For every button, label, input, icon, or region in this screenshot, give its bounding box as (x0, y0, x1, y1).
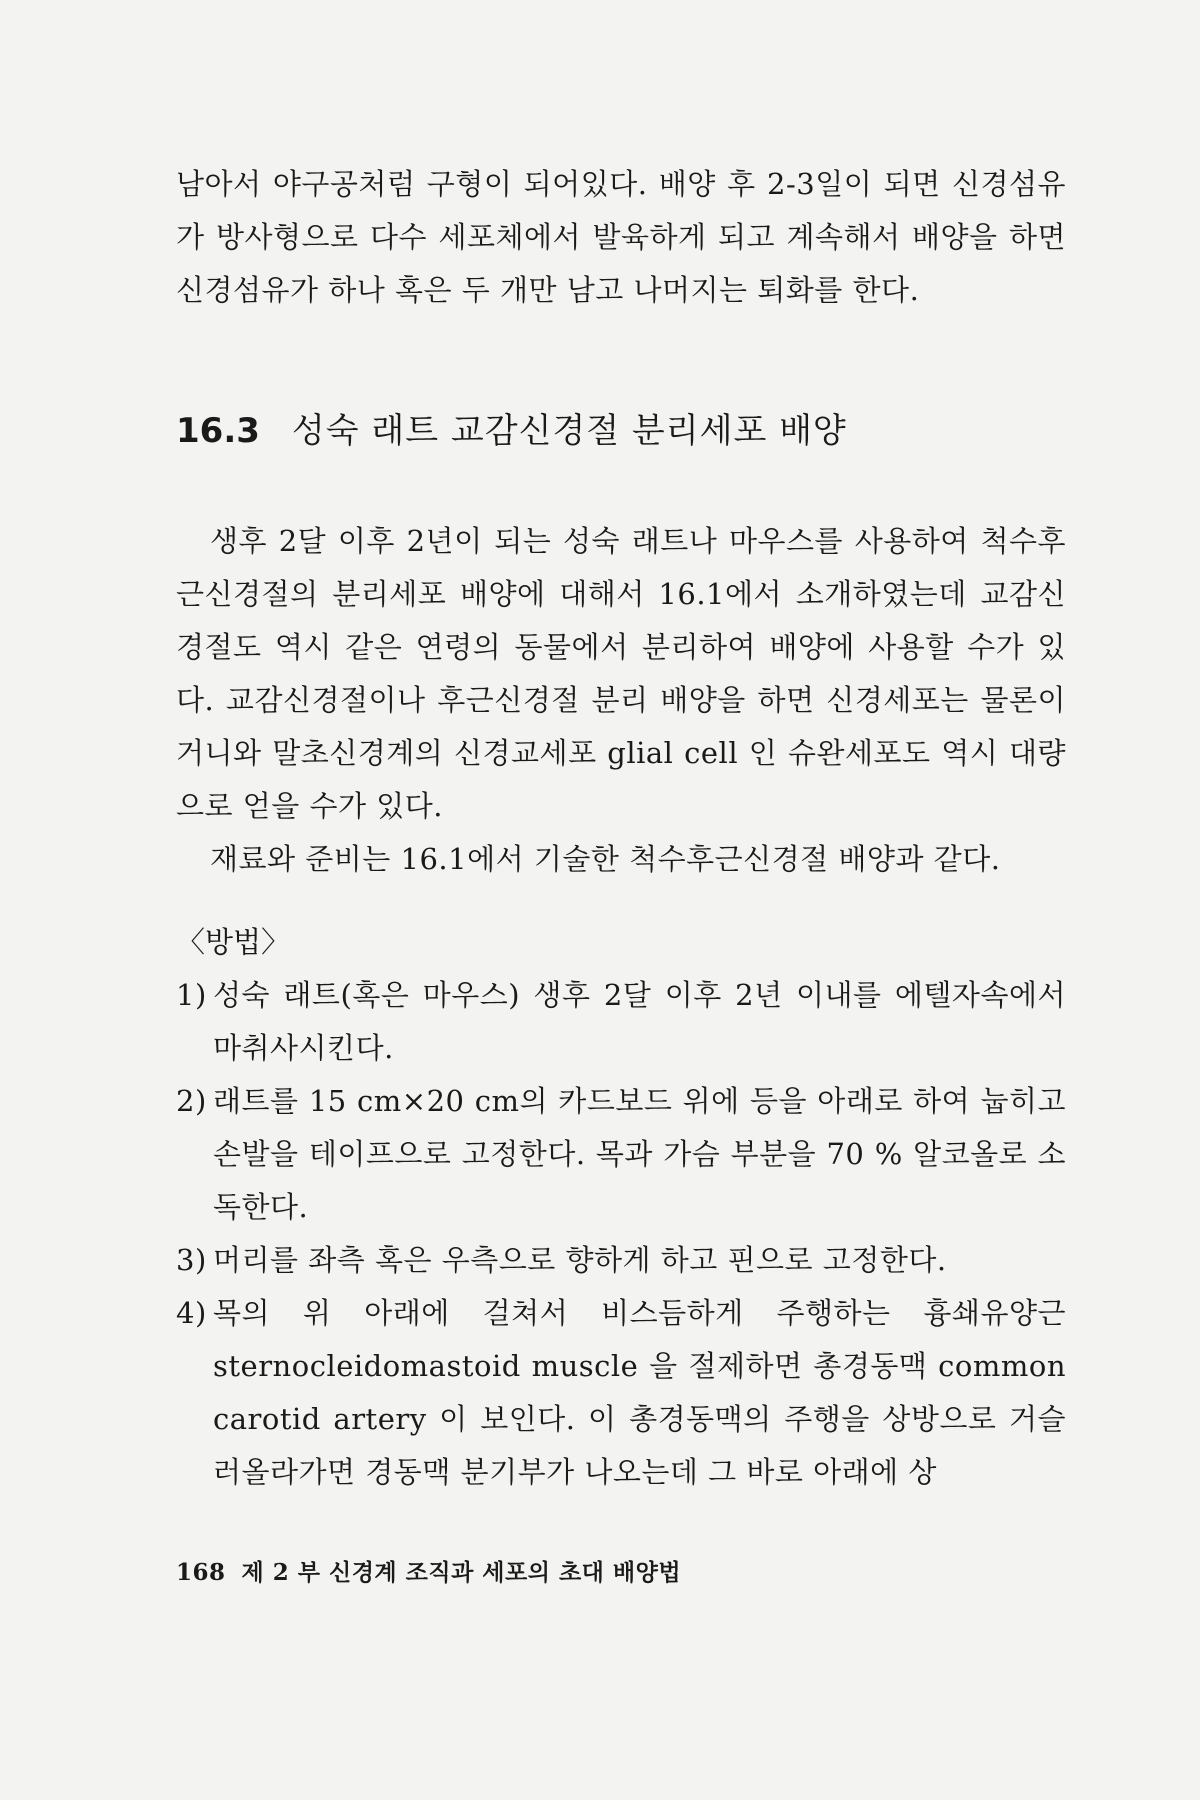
page-content (176, 158, 1066, 1499)
step-text: 목의 위 아래에 걸쳐서 비스듬하게 주행하는 흉쇄유양근 sternocleidomastoid muscle 을 절제하면 총경동맥 common carotid artery 이 보인다. 이 총경동맥의 주행을 상방으로 거슬러올라가면 경동맥 분기부가 나오는데 그 바로 아래에 상 (213, 1296, 1066, 1489)
method-step (176, 969, 1066, 1075)
intro-paragraph: 남아서 야구공처럼 구형이 되어있다. 배양 후 2-3일이 되면 신경섬유가 방사형으로 다수 세포체에서 발육하게 되고 계속해서 배양을 하면 신경섬유가 하나 혹은 두 개만 남고 나머지는 퇴화를 한다. (176, 167, 1066, 307)
step-number: 1) (176, 978, 207, 1012)
body-paragraph-2: 재료와 준비는 16.1에서 기술한 척수후근신경절 배양과 같다. (210, 842, 1001, 876)
running-title: 제 2 부 신경계 조직과 세포의 초대 배양법 (241, 1559, 682, 1586)
method-step (176, 1075, 1066, 1234)
section-number: 16.3 (176, 411, 260, 451)
page-footer (176, 1558, 681, 1588)
step-number: 4) (176, 1296, 207, 1330)
section-title: 성숙 래트 교감신경절 분리세포 배양 (291, 411, 847, 451)
step-number: 2) (176, 1084, 207, 1118)
step-number: 3) (176, 1243, 207, 1277)
method-step (176, 1287, 1066, 1499)
method-title: 〈방법〉 (176, 925, 291, 959)
step-text: 머리를 좌측 혹은 우측으로 향하게 하고 핀으로 고정한다. (213, 1243, 947, 1277)
step-text: 래트를 15 cm×20 cm의 카드보드 위에 등을 아래로 하여 눕히고 손발을 테이프으로 고정한다. 목과 가슴 부분을 70 % 알코올로 소독한다. (213, 1084, 1066, 1224)
method-step (176, 1234, 1066, 1287)
page-number: 168 (176, 1559, 226, 1586)
section-heading (176, 409, 1066, 453)
body-paragraph-1: 생후 2달 이후 2년이 되는 성숙 래트나 마우스를 사용하여 척수후근신경절의 분리세포 배양에 대해서 16.1에서 소개하였는데 교감신경절도 역시 같은 연령의 동물에서 분리하여 배양에 사용할 수가 있다. 교감신경절이나 후근신경절 분리 배양을 하면 신경세포는 물론이거니와 말초신경계의 신경교세포 glial cell 인 슈완세포도 역시 대량으로 얻을 수가 있다. (176, 524, 1066, 823)
step-text: 성숙 래트(혹은 마우스) 생후 2달 이후 2년 이내를 에텔자속에서 마취사시킨다. (213, 978, 1066, 1065)
